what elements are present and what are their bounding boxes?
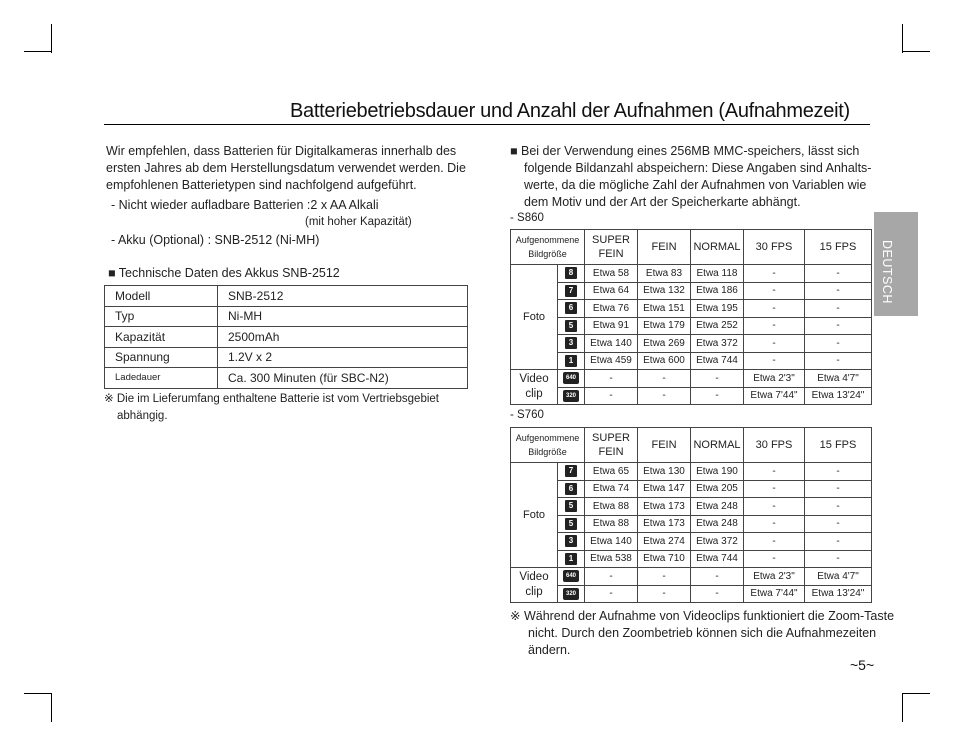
crop-mark-top-right-h	[903, 51, 930, 52]
value-normal: Etwa 195	[691, 300, 744, 318]
image-size-3-icon: 3	[565, 535, 577, 547]
value-15fps: -	[805, 265, 872, 283]
video-label-line-2: clip	[525, 388, 543, 400]
battery-bullet-1: - Nicht wieder aufladbare Batterien :2 x AA Alkali	[111, 198, 379, 212]
foto-row	[511, 550, 872, 568]
value-15fps: -	[805, 352, 872, 370]
value-30fps: -	[744, 335, 805, 353]
value-fein: Etwa 173	[638, 498, 691, 516]
size-icon-cell	[558, 568, 585, 586]
size-icon-cell	[558, 300, 585, 318]
mmc-note-line-2: folgende Bildanzahl abspeichern: Diese Angaben sind Anhalts-	[524, 161, 872, 175]
header-15fps: 15 FPS	[805, 428, 872, 463]
header-fein: FEIN	[638, 230, 691, 265]
value-fein: Etwa 83	[638, 265, 691, 283]
value-normal: Etwa 372	[691, 533, 744, 551]
value-fein: Etwa 151	[638, 300, 691, 318]
header-image-size	[511, 428, 585, 463]
header-image-size-line-1: Aufgenommene	[515, 433, 580, 443]
header-super-fein-line-2: FEIN	[598, 446, 624, 458]
foto-row	[511, 265, 872, 283]
value-15fps: Etwa 13'24"	[805, 585, 872, 603]
video-row	[511, 387, 872, 405]
foto-row	[511, 498, 872, 516]
header-image-size-line-2: Bildgröße	[528, 249, 567, 259]
value-30fps: -	[744, 480, 805, 498]
value-15fps: Etwa 13'24"	[805, 387, 872, 405]
value-fein: Etwa 130	[638, 463, 691, 481]
video-row	[511, 370, 872, 388]
intro-line-3: empfohlenen Batterietypen sind nachfolgend aufgeführt.	[106, 178, 417, 192]
table-header-row	[511, 230, 872, 265]
image-size-320-icon: 320	[563, 588, 579, 600]
s760-label: - S760	[510, 409, 544, 421]
foto-row	[511, 317, 872, 335]
value-super-fein: Etwa 88	[585, 515, 638, 533]
value-fein: Etwa 269	[638, 335, 691, 353]
intro-line-1: Wir empfehlen, dass Batterien für Digitalkameras innerhalb des	[106, 144, 457, 158]
value-15fps: -	[805, 282, 872, 300]
intro-paragraph	[106, 143, 466, 194]
foto-row	[511, 335, 872, 353]
video-row	[511, 568, 872, 586]
foto-row	[511, 282, 872, 300]
value-fein: Etwa 274	[638, 533, 691, 551]
image-size-7-icon: 7	[565, 285, 577, 297]
video-group-label	[511, 568, 558, 603]
value-30fps: Etwa 7'44"	[744, 387, 805, 405]
value-30fps: -	[744, 317, 805, 335]
value-normal: Etwa 186	[691, 282, 744, 300]
header-image-size	[511, 230, 585, 265]
image-size-1-icon: 1	[565, 553, 577, 565]
value-super-fein: Etwa 459	[585, 352, 638, 370]
value-super-fein: Etwa 58	[585, 265, 638, 283]
image-size-8-icon: 8	[565, 267, 577, 279]
crop-mark-bottom-left-h	[24, 693, 51, 694]
value-fein: Etwa 132	[638, 282, 691, 300]
zoom-note-line-1: ※ Während der Aufnahme von Videoclips funktioniert die Zoom-Taste	[510, 609, 895, 623]
spec-key: Typ	[105, 306, 218, 327]
value-super-fein: Etwa 140	[585, 335, 638, 353]
value-fein: Etwa 147	[638, 480, 691, 498]
size-icon-cell	[558, 317, 585, 335]
value-fein: Etwa 173	[638, 515, 691, 533]
value-super-fein: Etwa 91	[585, 317, 638, 335]
value-30fps: -	[744, 300, 805, 318]
value-super-fein: -	[585, 387, 638, 405]
spec-key: Modell	[105, 286, 218, 307]
image-size-1-icon: 1	[565, 355, 577, 367]
value-15fps: -	[805, 515, 872, 533]
battery-bullet-2: - Akku (Optional) : SNB-2512 (Ni-MH)	[111, 233, 320, 247]
crop-mark-top-right-v	[902, 24, 903, 53]
size-icon-cell	[558, 335, 585, 353]
page-title: Batteriebetriebsdauer und Anzahl der Aufnahmen (Aufnahmezeit)	[290, 100, 850, 122]
value-30fps: -	[744, 533, 805, 551]
value-normal: Etwa 744	[691, 352, 744, 370]
zoom-note-line-2: nicht. Durch den Zoombetrieb können sich die Aufnahmezeiten	[528, 626, 877, 640]
crop-mark-bottom-left-v	[51, 693, 52, 722]
image-size-6-icon: 6	[565, 483, 577, 495]
value-normal: Etwa 205	[691, 480, 744, 498]
foto-row	[511, 480, 872, 498]
value-normal: Etwa 744	[691, 550, 744, 568]
header-30fps: 30 FPS	[744, 230, 805, 265]
s860-label: - S860	[510, 212, 544, 224]
spec-key: Kapazität	[105, 327, 218, 348]
value-15fps: -	[805, 498, 872, 516]
spec-value: Ni-MH	[218, 306, 468, 327]
foto-group-label: Foto	[511, 265, 558, 370]
s760-capacity-table	[510, 427, 872, 603]
size-icon-cell	[558, 370, 585, 388]
size-icon-cell	[558, 585, 585, 603]
value-15fps: -	[805, 317, 872, 335]
value-normal: -	[691, 568, 744, 586]
size-icon-cell	[558, 352, 585, 370]
value-fein: -	[638, 387, 691, 405]
image-size-3-icon: 3	[565, 337, 577, 349]
image-size-5-icon: 5	[565, 518, 577, 530]
spec-row	[105, 286, 468, 307]
image-size-640-icon: 640	[563, 570, 579, 582]
page-number: ~5~	[850, 657, 875, 673]
value-fein: -	[638, 568, 691, 586]
header-super-fein-line-1: SUPER	[592, 234, 630, 246]
spec-value: 1.2V x 2	[218, 347, 468, 368]
value-normal: -	[691, 370, 744, 388]
zoom-note-line-3: ändern.	[528, 643, 571, 657]
value-fein: Etwa 179	[638, 317, 691, 335]
crop-mark-bottom-right-h	[903, 693, 930, 694]
table-header-row	[511, 428, 872, 463]
value-15fps: -	[805, 463, 872, 481]
value-super-fein: Etwa 65	[585, 463, 638, 481]
value-super-fein: -	[585, 568, 638, 586]
value-15fps: -	[805, 533, 872, 551]
size-icon-cell	[558, 463, 585, 481]
intro-line-2: ersten Jahres ab dem Herstellungsdatum verwendet werden. Die	[106, 161, 466, 175]
value-normal: Etwa 118	[691, 265, 744, 283]
spec-row	[105, 347, 468, 368]
zoom-note	[510, 608, 894, 659]
spec-heading: ■ Technische Daten des Akkus SNB-2512	[108, 266, 340, 280]
value-super-fein: Etwa 74	[585, 480, 638, 498]
value-15fps: -	[805, 550, 872, 568]
size-icon-cell	[558, 480, 585, 498]
value-30fps: -	[744, 463, 805, 481]
value-30fps: -	[744, 498, 805, 516]
size-icon-cell	[558, 387, 585, 405]
foto-row	[511, 352, 872, 370]
value-30fps: -	[744, 352, 805, 370]
value-normal: Etwa 252	[691, 317, 744, 335]
header-15fps: 15 FPS	[805, 230, 872, 265]
value-super-fein: -	[585, 585, 638, 603]
video-label-line-2: clip	[525, 586, 543, 598]
spec-key: Spannung	[105, 347, 218, 368]
mmc-note	[510, 143, 871, 211]
value-normal: Etwa 248	[691, 498, 744, 516]
value-super-fein: Etwa 88	[585, 498, 638, 516]
spec-note	[104, 391, 439, 425]
value-15fps: Etwa 4'7"	[805, 568, 872, 586]
foto-row	[511, 515, 872, 533]
s860-capacity-table	[510, 229, 872, 405]
value-30fps: -	[744, 282, 805, 300]
battery-bullet-1-note: (mit hoher Kapazität)	[305, 216, 412, 228]
crop-mark-bottom-right-v	[902, 693, 903, 722]
value-super-fein: Etwa 538	[585, 550, 638, 568]
size-icon-cell	[558, 515, 585, 533]
video-label-line-1: Video	[519, 571, 549, 583]
value-30fps: -	[744, 265, 805, 283]
value-30fps: Etwa 2'3"	[744, 370, 805, 388]
spec-row	[105, 306, 468, 327]
image-size-5-icon: 5	[565, 500, 577, 512]
value-super-fein: Etwa 64	[585, 282, 638, 300]
value-super-fein: Etwa 76	[585, 300, 638, 318]
value-fein: Etwa 600	[638, 352, 691, 370]
spec-value: Ca. 300 Minuten (für SBC-N2)	[218, 368, 468, 389]
value-15fps: Etwa 4'7"	[805, 370, 872, 388]
value-30fps: Etwa 7'44"	[744, 585, 805, 603]
value-normal: Etwa 190	[691, 463, 744, 481]
header-image-size-line-2: Bildgröße	[528, 447, 567, 457]
value-fein: Etwa 710	[638, 550, 691, 568]
header-super-fein	[585, 428, 638, 463]
video-group-label	[511, 370, 558, 405]
title-rule	[104, 124, 870, 125]
foto-row	[511, 300, 872, 318]
value-15fps: -	[805, 480, 872, 498]
mmc-note-line-1: ■ Bei der Verwendung eines 256MB MMC-speichers, lässt sich	[510, 144, 860, 158]
header-super-fein-line-2: FEIN	[598, 248, 624, 260]
size-icon-cell	[558, 265, 585, 283]
header-image-size-line-1: Aufgenommene	[515, 235, 580, 245]
crop-mark-top-left-h	[24, 51, 51, 52]
value-normal: -	[691, 387, 744, 405]
value-normal: Etwa 372	[691, 335, 744, 353]
image-size-320-icon: 320	[563, 390, 579, 402]
value-fein: -	[638, 585, 691, 603]
video-label-line-1: Video	[519, 373, 549, 385]
image-size-7-icon: 7	[565, 465, 577, 477]
value-super-fein: Etwa 140	[585, 533, 638, 551]
video-row	[511, 585, 872, 603]
spec-value: SNB-2512	[218, 286, 468, 307]
spec-value: 2500mAh	[218, 327, 468, 348]
value-fein: -	[638, 370, 691, 388]
value-15fps: -	[805, 300, 872, 318]
header-normal: NORMAL	[691, 230, 744, 265]
header-super-fein-line-1: SUPER	[592, 432, 630, 444]
spec-note-line-2: abhängig.	[117, 410, 168, 422]
image-size-640-icon: 640	[563, 372, 579, 384]
mmc-note-line-3: werte, da die mögliche Zahl der Aufnahmen von Variablen wie	[524, 178, 867, 192]
image-size-6-icon: 6	[565, 302, 577, 314]
value-15fps: -	[805, 335, 872, 353]
size-icon-cell	[558, 498, 585, 516]
size-icon-cell	[558, 282, 585, 300]
battery-spec-table	[104, 285, 468, 389]
value-30fps: -	[744, 515, 805, 533]
header-fein: FEIN	[638, 428, 691, 463]
crop-mark-top-left-v	[51, 24, 52, 53]
mmc-note-line-4: dem Motiv und der Art der Speicherkarte abhängt.	[524, 195, 801, 209]
header-30fps: 30 FPS	[744, 428, 805, 463]
header-super-fein	[585, 230, 638, 265]
spec-key: Ladedauer	[105, 368, 218, 389]
value-normal: Etwa 248	[691, 515, 744, 533]
language-label: DEUTSCH	[880, 240, 894, 304]
size-icon-cell	[558, 550, 585, 568]
foto-row	[511, 463, 872, 481]
header-normal: NORMAL	[691, 428, 744, 463]
image-size-5-icon: 5	[565, 320, 577, 332]
spec-row	[105, 327, 468, 348]
value-30fps: -	[744, 550, 805, 568]
size-icon-cell	[558, 533, 585, 551]
value-30fps: Etwa 2'3"	[744, 568, 805, 586]
spec-row	[105, 368, 468, 389]
foto-row	[511, 533, 872, 551]
foto-group-label: Foto	[511, 463, 558, 568]
value-super-fein: -	[585, 370, 638, 388]
language-side-tab	[874, 212, 918, 316]
value-normal: -	[691, 585, 744, 603]
spec-note-line-1: ※ Die im Lieferumfang enthaltene Batterie ist vom Vertriebsgebiet	[104, 393, 439, 405]
